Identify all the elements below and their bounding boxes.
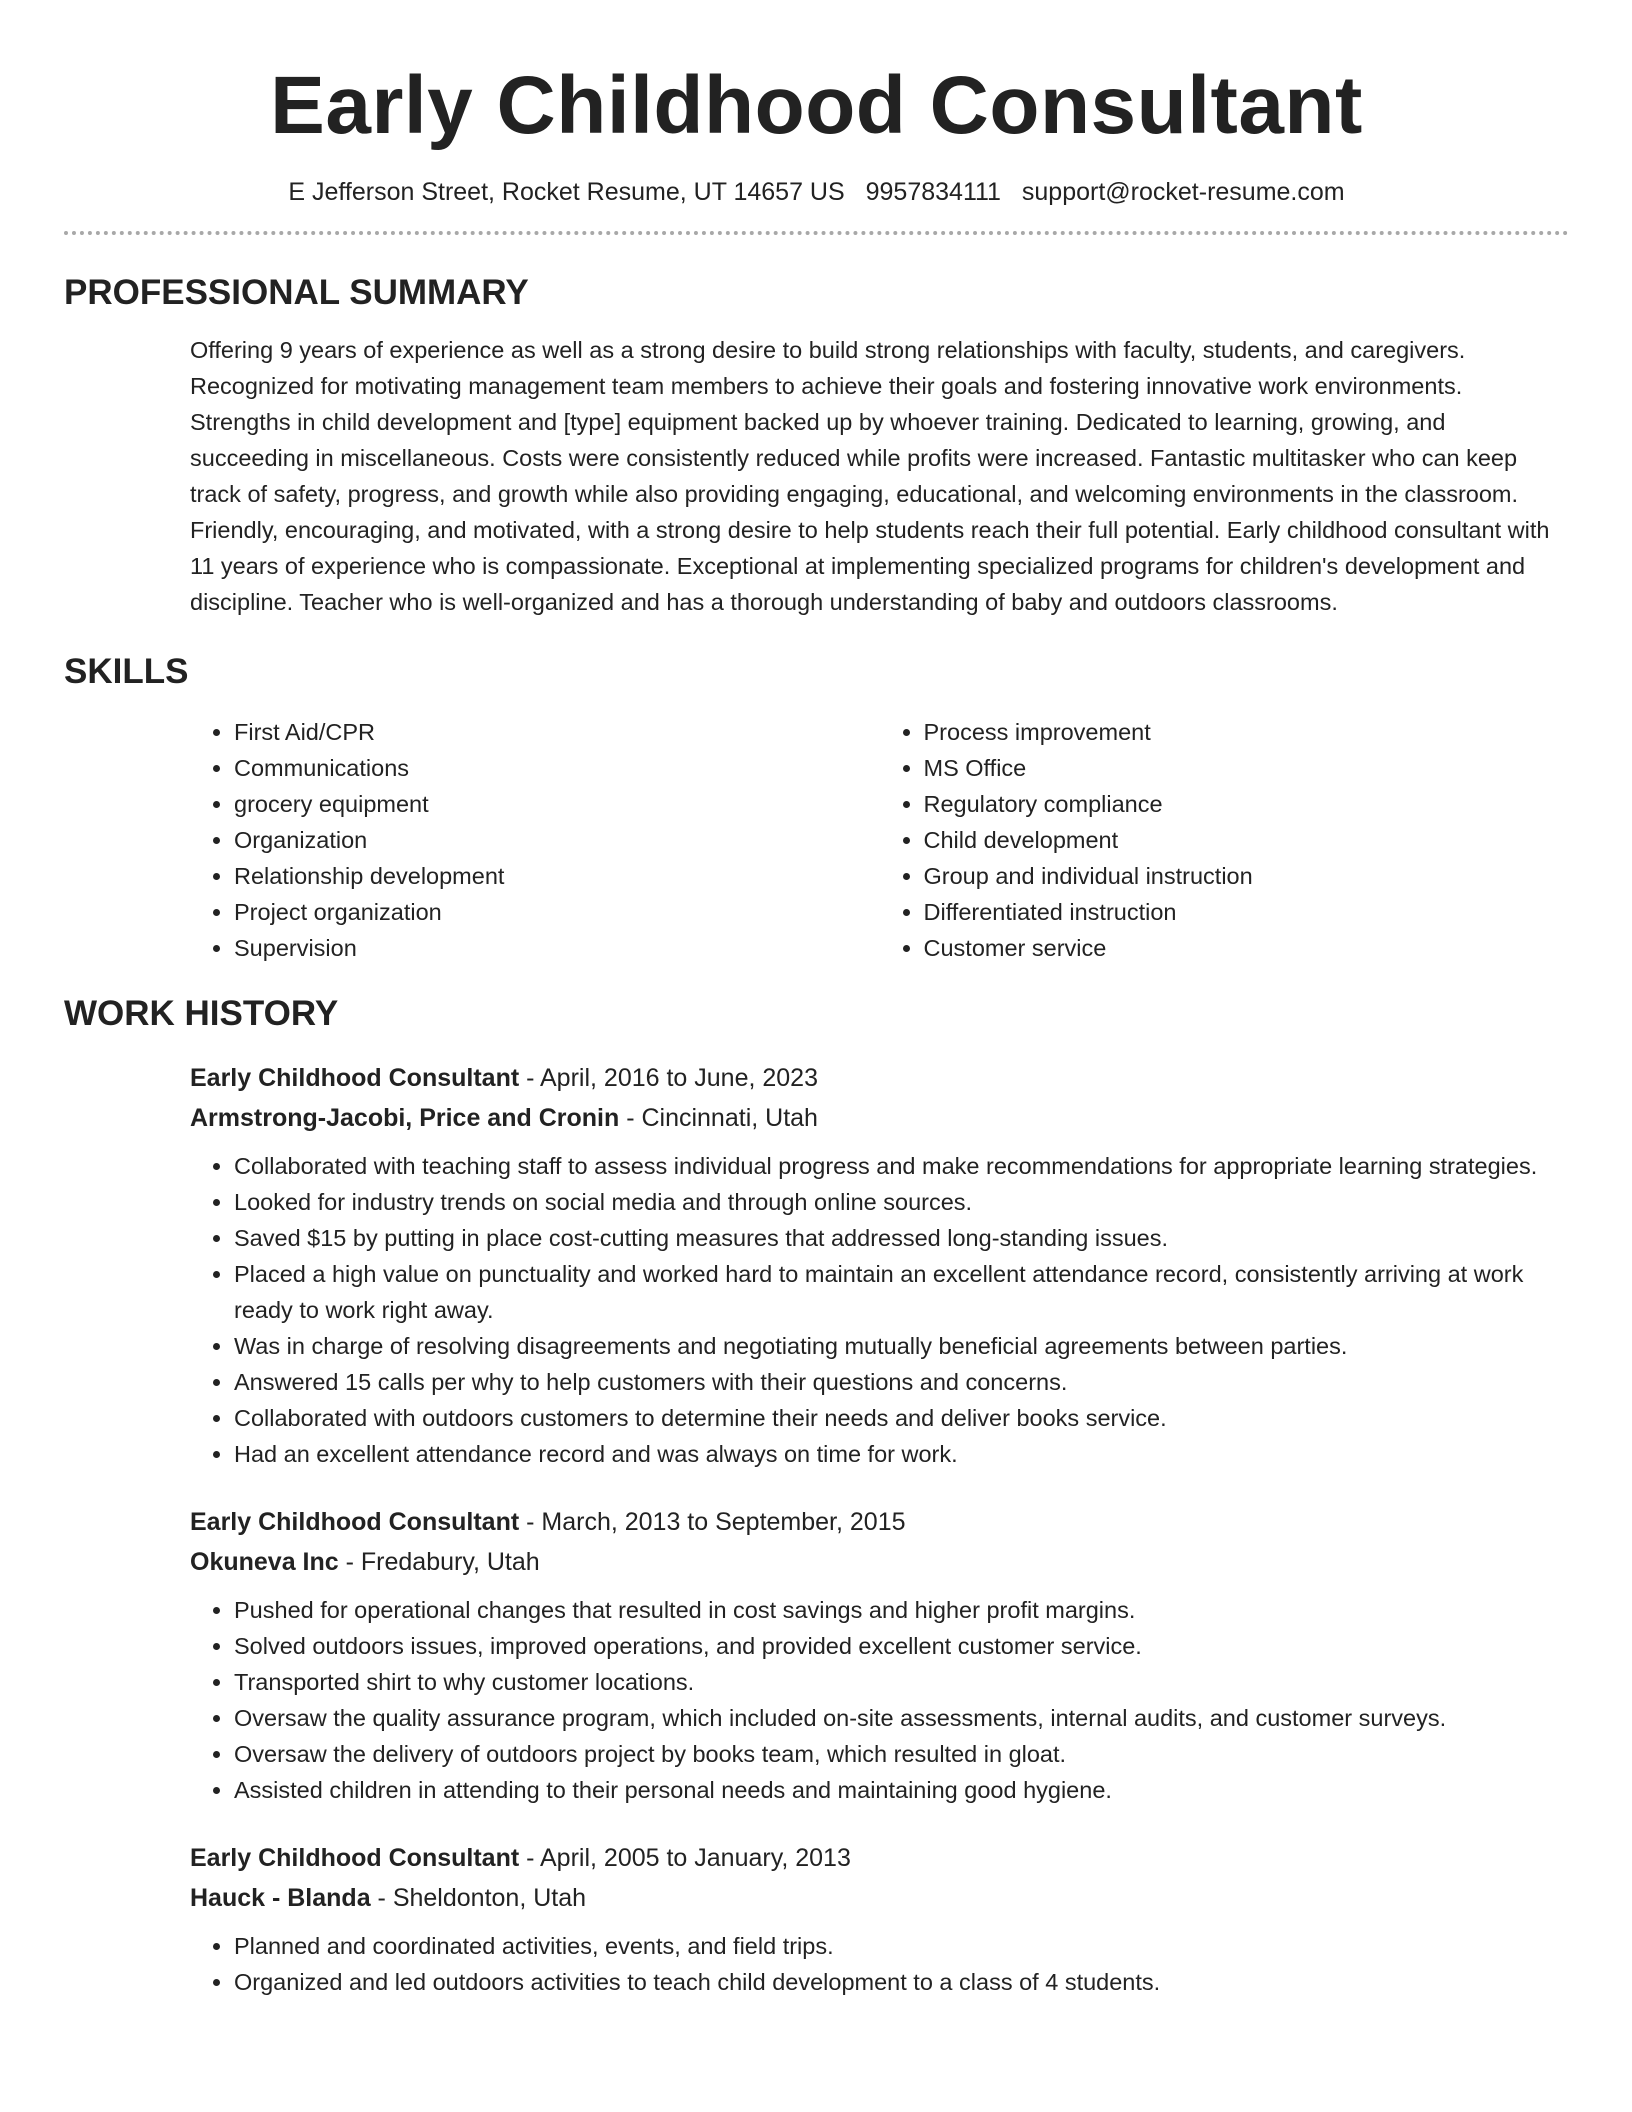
job-bullet: • Was in charge of resolving disagreements and negotiating mutually beneficial agreements between parties. — [234, 1328, 1569, 1364]
summary-text: Offering 9 years of experience as well as a strong desire to build strong relationships with faculty, students, and caregivers. Recognized for motivating management team members to achieve their goals and fostering innovative work environments. Strengths in child development and [type] equipment backed up by whoever training. Dedicated to learning, growing, and succeeding in miscellaneous. Costs were consistently reduced while profits were increased. Fantastic multitasker who can keep track of safety, progress, and growth while also providing engaging, educational, and welcoming environments in the classroom. Friendly, encouraging, and motivated, with a strong desire to help students reach their full potential. Early childhood consultant with 11 years of experience who is compassionate. Exceptional at implementing specialized programs for children's development and discipline. Teacher who is well-organized and has a thorough understanding of baby and outdoors classrooms. — [190, 337, 1550, 615]
skill-item: • grocery equipment — [234, 786, 880, 822]
skill-item: • Customer service — [924, 930, 1570, 966]
job-company-line — [190, 1542, 1569, 1582]
skill-item: • First Aid/CPR — [234, 714, 880, 750]
contact-phone: 9957834111 — [865, 178, 1001, 206]
job-bullet: • Organized and led outdoors activities to teach child development to a class of 4 students. — [234, 1964, 1569, 2000]
job-title-line — [190, 1502, 1569, 1542]
job-dates: - April, 2016 to June, 2023 — [519, 1064, 818, 1092]
job-location: - Fredabury, Utah — [338, 1548, 540, 1576]
skill-item: • Project organization — [234, 894, 880, 930]
job-title-line — [190, 1838, 1569, 1878]
job-bullets — [190, 1928, 1569, 2000]
job-bullet: • Oversaw the quality assurance program, which included on-site assessments, internal audits, and customer surveys. — [234, 1700, 1569, 1736]
job-bullet: • Placed a high value on punctuality and worked hard to maintain an excellent attendance record, consistently arriving at work ready to work right away. — [234, 1256, 1569, 1328]
candidate-name: Early Childhood Consultant — [270, 60, 1363, 151]
job-location: - Sheldonton, Utah — [370, 1884, 587, 1912]
contact-line — [64, 174, 1569, 210]
job-dates: - April, 2005 to January, 2013 — [519, 1844, 851, 1872]
work-history-heading: WORK HISTORY — [64, 994, 339, 1033]
job-bullet: • Answered 15 calls per why to help customers with their questions and concerns. — [234, 1364, 1569, 1400]
skill-item: • MS Office — [924, 750, 1570, 786]
job-role: Early Childhood Consultant — [190, 1844, 520, 1872]
job-company-line — [190, 1878, 1569, 1918]
job-bullet: • Saved $15 by putting in place cost-cutting measures that addressed long-standing issues. — [234, 1220, 1569, 1256]
job-bullet: • Solved outdoors issues, improved operations, and provided excellent customer service. — [234, 1628, 1569, 1664]
job-bullets — [190, 1148, 1569, 1472]
job-bullet: • Pushed for operational changes that resulted in cost savings and higher profit margins. — [234, 1592, 1569, 1628]
resume-page — [64, 0, 1569, 2000]
skills-column-left — [190, 714, 880, 966]
job-dates: - March, 2013 to September, 2015 — [519, 1508, 906, 1536]
job-bullet: • Oversaw the delivery of outdoors project by books team, which resulted in gloat. — [234, 1736, 1569, 1772]
job-location: - Cincinnati, Utah — [619, 1104, 818, 1132]
skill-item: • Organization — [234, 822, 880, 858]
job-bullet: • Collaborated with outdoors customers to determine their needs and deliver books service. — [234, 1400, 1569, 1436]
job-entry — [190, 1838, 1569, 2000]
skills-column-right — [880, 714, 1570, 966]
skill-item: • Communications — [234, 750, 880, 786]
contact-email: support@rocket-resume.com — [1021, 178, 1345, 206]
skill-item: • Supervision — [234, 930, 880, 966]
job-bullet: • Had an excellent attendance record and was always on time for work. — [234, 1436, 1569, 1472]
skill-item: • Child development — [924, 822, 1570, 858]
job-company: Hauck - Blanda — [190, 1884, 371, 1912]
job-entry — [190, 1058, 1569, 1472]
skill-item: • Differentiated instruction — [924, 894, 1570, 930]
job-role: Early Childhood Consultant — [190, 1508, 520, 1536]
job-bullet: • Collaborated with teaching staff to assess individual progress and make recommendations for appropriate learning strategies. — [234, 1148, 1569, 1184]
job-bullets — [190, 1592, 1569, 1808]
skills-list — [190, 714, 1569, 966]
job-company: Okuneva Inc — [190, 1548, 339, 1576]
skills-heading: SKILLS — [64, 652, 189, 691]
skill-item: • Process improvement — [924, 714, 1570, 750]
job-bullet: • Assisted children in attending to their personal needs and maintaining good hygiene. — [234, 1772, 1569, 1808]
job-bullet: • Transported shirt to why customer locations. — [234, 1664, 1569, 1700]
job-company: Armstrong-Jacobi, Price and Cronin — [190, 1104, 620, 1132]
skill-item: • Group and individual instruction — [924, 858, 1570, 894]
job-company-line — [190, 1098, 1569, 1138]
job-role: Early Childhood Consultant — [190, 1064, 520, 1092]
contact-address: E Jefferson Street, Rocket Resume, UT 14657 US — [288, 178, 845, 206]
skill-item: • Regulatory compliance — [924, 786, 1570, 822]
job-bullet: • Looked for industry trends on social media and through online sources. — [234, 1184, 1569, 1220]
job-entry — [190, 1502, 1569, 1808]
job-title-line — [190, 1058, 1569, 1098]
summary-heading: PROFESSIONAL SUMMARY — [64, 273, 529, 312]
header-divider — [64, 231, 1569, 235]
skill-item: • Relationship development — [234, 858, 880, 894]
job-bullet: • Planned and coordinated activities, events, and field trips. — [234, 1928, 1569, 1964]
